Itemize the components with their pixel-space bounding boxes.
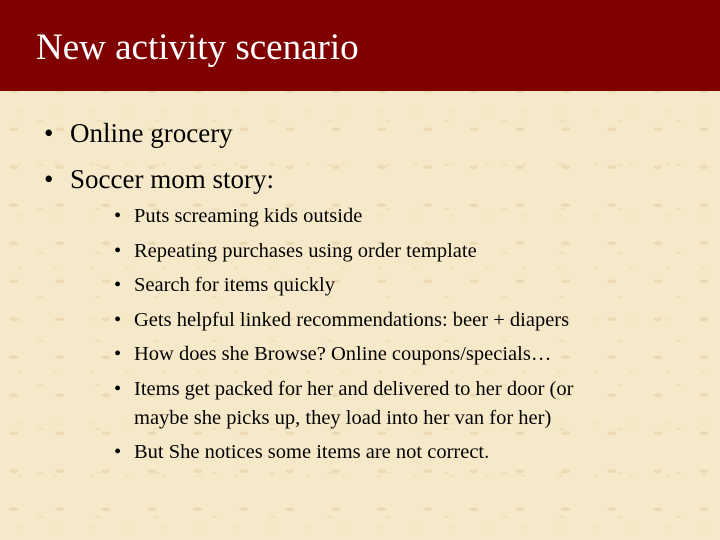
bullet-dot: • bbox=[44, 164, 54, 194]
sub-bullet-text: Gets helpful linked recommendations: beer + diapers bbox=[134, 309, 570, 331]
sub-bullet-text: Search for items quickly bbox=[134, 274, 335, 296]
bullet-text: Online grocery bbox=[70, 118, 233, 148]
bullet-dot: • bbox=[44, 118, 54, 148]
sub-bullet-text: Repeating purchases using order template bbox=[134, 240, 477, 262]
sub-bullet-text: How does she Browse? Online coupons/specials… bbox=[134, 343, 552, 365]
slide-title: New activity scenario bbox=[36, 27, 359, 68]
sub-bullet-text-continued: maybe she picks up, they load into her van for her) bbox=[134, 407, 552, 429]
sub-bullet-text: Puts screaming kids outside bbox=[134, 205, 363, 227]
sub-bullet-dot: • bbox=[114, 309, 122, 331]
sub-bullet-dot: • bbox=[114, 240, 122, 262]
sub-bullet-dot: • bbox=[114, 205, 122, 227]
sub-bullet-dot: • bbox=[114, 274, 122, 296]
sub-bullet-dot: • bbox=[114, 441, 122, 463]
sub-bullet-text: Items get packed for her and delivered to her door (or bbox=[134, 378, 574, 400]
title-bar bbox=[0, 0, 720, 91]
sub-bullet-dot: • bbox=[114, 378, 122, 400]
sub-bullet-dot: • bbox=[114, 343, 122, 365]
sub-bullet-text: But She notices some items are not correct. bbox=[134, 441, 490, 463]
bullet-text: Soccer mom story: bbox=[70, 164, 274, 194]
